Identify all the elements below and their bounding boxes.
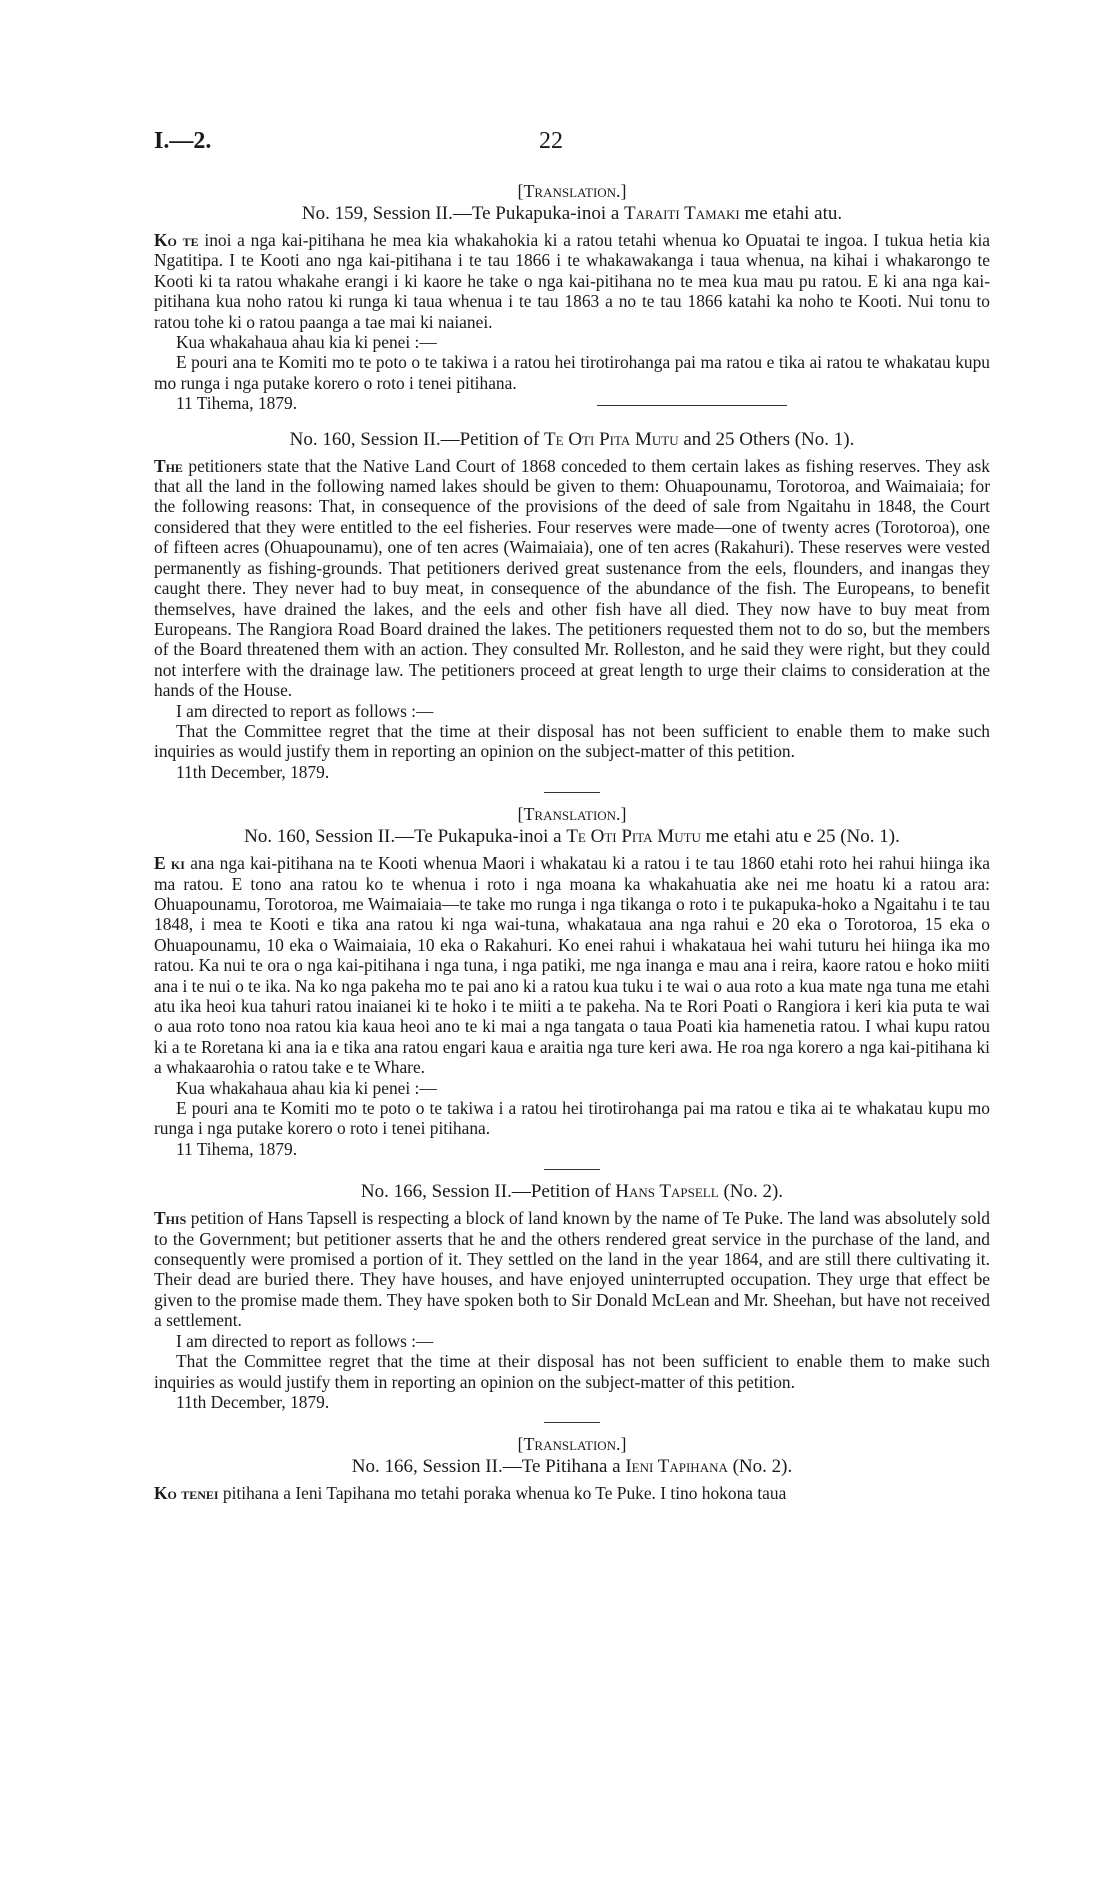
report-directive: I am directed to report as follows :—	[176, 700, 434, 721]
committee-report: That the Committee regret that the time at their disposal has not been sufficient to enable them to make such inquiries as would justify them in reporting an opinion on the subject-matter of this petition.	[154, 720, 990, 762]
petition-section-166-translation	[154, 1433, 990, 1503]
report-directive: I am directed to report as follows :—	[176, 1330, 434, 1351]
page-header	[154, 128, 990, 158]
petition-title: No. 160, Session II.—Petition of Te Oti Pita Mutu and 25 Others (No. 1).	[289, 428, 855, 450]
petition-section-160-translation	[154, 803, 990, 1159]
committee-report: E pouri ana te Komiti mo te poto o te takiwa i a ratou hei tirotirohanga pai ma ratou e tika ai ratou te whakatau kupu mo runga i nga putake korero o roto i tenei pitihana.	[154, 352, 990, 393]
page-id: I.—2.	[154, 128, 212, 154]
petition-body: Ko te inoi a nga kai-pitihana he mea kia whakahokia ki a ratou tetahi whenua ko Opuatai te ingoa. I tukua hetia kia Ngatitipa. I te Kooti ano nga kai-pitihana i te tau 1866 i te whakawakanga i taua whenua, na kihai i whakarongo te Kooti ki ta ratou whakahe erangi i ki kaore he take o nga kai-pitihana no te mea kua mau pu ratou. E ki ana nga kai-pitihana kua noho ratou ki runga ki taua whenua i te tau 1863 a no te tau 1866 katahi ka noho te Kooti. Nui tonu to ratou tohe ki o ratou paanga a tae mai ki naianei.	[154, 230, 990, 332]
divider	[544, 1169, 600, 1170]
committee-report: That the Committee regret that the time at their disposal has not been sufficient to enable them to make such inquiries as would justify them in reporting an opinion on the subject-matter of this petition.	[154, 1351, 990, 1392]
petition-title: No. 166, Session II.—Petition of Hans Tapsell (No. 2).	[360, 1181, 784, 1203]
petition-body: This petition of Hans Tapsell is respecting a block of land known by the name of Te Puke. The land was absolutely sold to the Government; but petitioner asserts that he and the others rendered great service in the purchase of the land, and consequently were promised a portion of it. They settled on the land in the year 1864, and are still there cultivating it. Their dead are buried there. They have houses, and have enjoyed uninterrupted occupation. They urge that effect be given to the promise made them. They have spoken both to Sir Donald McLean and Mr. Sheehan, but have not received a settlement.	[154, 1208, 990, 1331]
petition-body: E ki ana nga kai-pitihana na te Kooti whenua Maori i whakatau ki a ratou i te tau 1860 etahi roto hei rahui hiinga ika ma ratou. E tono ana ratou ko te whenua i roto i nga moana ka whakahuatia ake nei me hoatu ki a ratou ara: Ohuapounamu, Torotoroa, me Waimaiaia—te take mo runga i nga tikanga o roto i te pukapuka-hoko a Ngaitahu i te tau 1848, i mea te Kooti e tika ana ratou ki nga wai-tuna, whakataua ana nga rahui e 20 eka o Torotoroa, 15 eka o Ohuapounamu, 10 eka o Waimaiaia, 10 eka o Rakahuri. Ko enei rahui i whakataua hei wahi tuturu hei hiinga ika mo ratou. Ka nui te ora o nga kai-pitihana i nga tuna, i nga patiki, me nga inanga e mau ana i reira, kaore ratou e hoko miiti ana i te nui o te ika. Na ko nga pakeha mo te pai ano ki a ratou kua tuku i te wai o aua roto a kua mate nga tuna me etahi atu ika heoi kua tahuri ratou inaianei ki te hoko i te miiti a te pakeha. Na te Rori Poati o Rangiora i keri kia puta te wai o aua roto tono noa ratou kia kaua heoi ano te ki mai a nga tangata o taua Poati kia hamenetia ratou. I whai kupu ratou ki a te Roretana ki ana ia e tika ana ratou engari kaua e araitia nga ture keri awa. He roa nga korero a nga kai-pitihana ki a whakaarohia o ratou take e te Whare.	[154, 853, 990, 1078]
petition-section-159-translation	[154, 180, 990, 414]
petition-body: The petitioners state that the Native Land Court of 1868 conceded to them certain lakes as fishing reserves. They ask that all the land in the following named lakes should be given to them: Ohuapounamu, Torotoroa, and Waimaiaia; for the following reasons: That, in consequence of the provisions of the deed of sale from Ngaitahu in 1848, the Court considered that they were entitled to the eel fisheries. Four reserves were made—one of twenty acres (Torotoroa), one of fifteen acres (Ohuapounamu), one of ten acres (Waimaiaia), one of ten acres (Rakahuri). These reserves were vested permanently as fishing-grounds. That petitioners derived great sustenance from the eels, flounders, and inangas they caught there. They never had to buy meat, in consequence of the abundance of the fish. The Europeans, to benefit themselves, have drained the lakes, and the eels and other fish have all died. They now have to buy meat from Europeans. The Rangiora Road Board drained the lakes. The petitioners requested them not to do so, but the members of the Board threatened them with an action. They consulted Mr. Rolleston, and he said they were right, but they could not interfere with the drainage law. The petitioners proceed at great length to urge their claims to consideration at the hands of the House.	[154, 455, 990, 701]
petition-body: Ko tenei pitihana a Ieni Tapihana mo tetahi poraka whenua ko Te Puke. I tino hokona taua	[154, 1483, 787, 1504]
page-number: 22	[539, 128, 563, 154]
petition-title: No. 166, Session II.—Te Pitihana a Ieni Tapihana (No. 2).	[351, 1456, 793, 1478]
report-date: 11th December, 1879.	[176, 761, 330, 782]
petition-section-166	[154, 1180, 990, 1412]
report-date: 11 Tihema, 1879.	[176, 393, 990, 413]
report-directive: Kua whakahaua ahau kia ki penei :—	[176, 1077, 437, 1098]
divider	[597, 405, 787, 406]
translation-label: [Translation.]	[517, 804, 627, 825]
divider	[544, 792, 600, 793]
report-date: 11th December, 1879.	[176, 1391, 330, 1412]
report-date: 11 Tihema, 1879.	[176, 1138, 298, 1159]
report-directive: Kua whakahaua ahau kia ki penei :—	[176, 332, 437, 353]
divider	[544, 1422, 600, 1423]
committee-report: E pouri ana te Komiti mo te poto o te takiwa i a ratou hei tirotirohanga pai ma ratou e tika ai te whakatau kupu mo runga i nga putake korero o roto i tenei pitihana.	[154, 1098, 990, 1139]
translation-label: [Translation.]	[517, 1434, 627, 1455]
petition-title: No. 159, Session II.—Te Pukapuka-inoi a Taraiti Tamaki me etahi atu.	[301, 203, 843, 224]
petition-section-160	[154, 428, 990, 783]
petition-title: No. 160, Session II.—Te Pukapuka-inoi a Te Oti Pita Mutu me etahi atu e 25 (No. 1).	[244, 826, 900, 848]
translation-label: [Translation.]	[517, 181, 627, 201]
